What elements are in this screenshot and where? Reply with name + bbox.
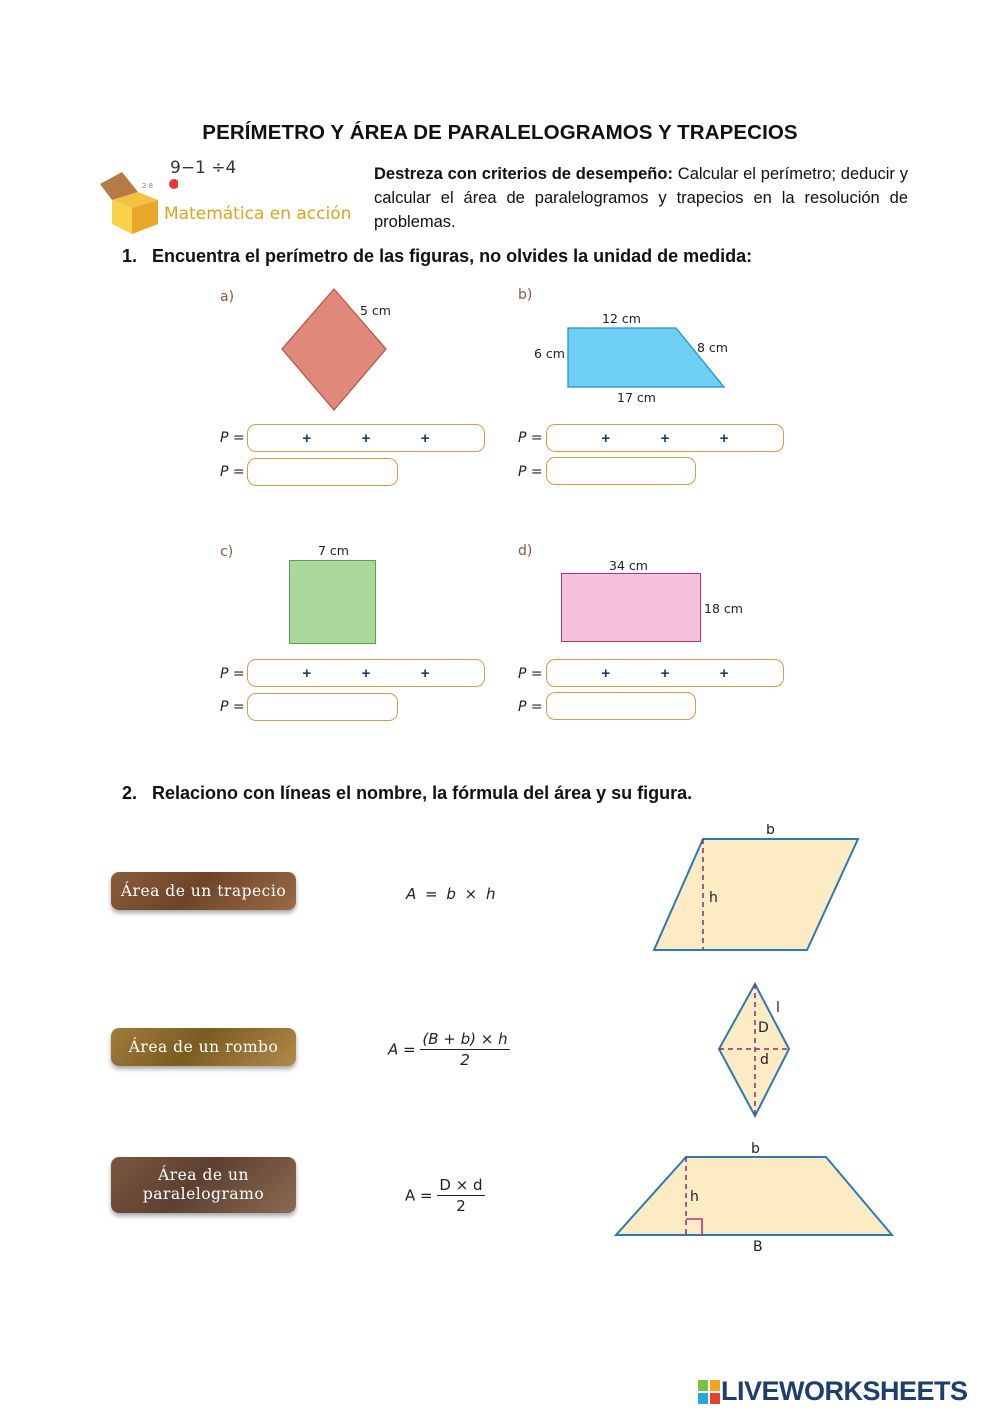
plus-sign: + <box>601 429 611 447</box>
name-rhombus-text: Área de un rombo <box>128 1037 279 1056</box>
figure-a-label: a) <box>220 289 235 305</box>
answer-b-total <box>546 457 696 485</box>
p-label-c2: P = <box>220 699 245 715</box>
page-title: PERÍMETRO Y ÁREA DE PARALELOGRAMOS Y TRAPECIOS <box>202 121 798 144</box>
answer-b-blank-3[interactable] <box>673 425 715 451</box>
figure-b-trapezoid <box>566 326 728 390</box>
answer-d-blank-3[interactable] <box>673 660 715 686</box>
plus-sign: + <box>361 664 371 682</box>
answer-c-blank-2[interactable] <box>315 660 357 686</box>
answer-c-blank-3[interactable] <box>374 660 416 686</box>
question-1-text: Encuentra el perímetro de las figuras, no olvides la unidad de medida: <box>152 246 753 266</box>
liveworksheets-logo <box>697 1376 968 1407</box>
answer-b-total-input[interactable] <box>547 458 695 484</box>
answer-a-total-input[interactable] <box>248 459 397 485</box>
plus-sign: + <box>719 429 729 447</box>
formula-rhombus-lhs: A = <box>405 1186 433 1205</box>
figure-rhombus[interactable] <box>715 980 815 1120</box>
svg-text:2 8: 2 8 <box>142 182 154 190</box>
logo <box>98 158 358 238</box>
name-parallelogram-line2: paralelogramo <box>142 1185 265 1203</box>
trapezoid-B-label: B <box>753 1239 763 1255</box>
plus-sign: + <box>660 664 670 682</box>
p-label-c1: P = <box>220 666 245 682</box>
formula-trapezoid-lhs: A = <box>388 1040 416 1059</box>
formula-trapezoid-numerator: (B + b) × h <box>422 1030 508 1048</box>
p-label-d2: P = <box>518 699 543 715</box>
figure-d-label: d) <box>518 543 533 559</box>
answer-a-blank-3[interactable] <box>374 425 416 451</box>
answer-a-total <box>247 458 398 486</box>
logo-text: Matemática en acción <box>164 204 352 224</box>
name-parallelogram-label[interactable] <box>111 1157 296 1213</box>
box-logo-icon <box>98 158 178 238</box>
parallelogram-h-label: h <box>709 890 718 906</box>
answer-c-blank-4[interactable] <box>434 660 476 686</box>
figure-parallelogram[interactable] <box>648 824 868 954</box>
rhombus-l-label: l <box>776 1000 780 1016</box>
plus-sign: + <box>601 664 611 682</box>
figure-trapezoid[interactable] <box>610 1138 900 1258</box>
figure-b-label: b) <box>518 287 533 303</box>
answer-a-blank-2[interactable] <box>315 425 357 451</box>
skill-text: Calcular el perímetro; deducir y calcular el área de paralelogramos y trapecios en la resolución de problemas. <box>374 165 908 231</box>
figure-b-top: 12 cm <box>602 311 641 326</box>
plus-sign: + <box>719 664 729 682</box>
answer-d-blank-4[interactable] <box>733 660 775 686</box>
formula-rhombus-numerator: D × d <box>439 1176 483 1194</box>
figure-c-side: 7 cm <box>318 543 349 558</box>
parallelogram-b-label: b <box>766 824 775 838</box>
logo-numbers: 9−1 ÷4 <box>170 158 237 178</box>
formula-bxh[interactable]: A = b × h <box>406 885 498 903</box>
plus-sign: + <box>660 429 670 447</box>
name-trapezoid-label[interactable] <box>111 872 296 910</box>
answer-b-blank-1[interactable] <box>555 425 597 451</box>
question-1 <box>122 246 752 267</box>
rhombus-d-label: d <box>760 1052 769 1068</box>
trapezoid-h-label: h <box>690 1189 699 1205</box>
answer-d-total <box>546 692 696 720</box>
skill-label: Destreza con criterios de desempeño: <box>374 165 673 183</box>
answer-d-total-input[interactable] <box>547 693 695 719</box>
answer-c-total <box>247 693 398 721</box>
figure-b-right: 8 cm <box>697 340 728 355</box>
plus-sign: + <box>361 429 371 447</box>
plus-sign: + <box>302 664 312 682</box>
figure-b-left: 6 cm <box>534 346 565 361</box>
plus-sign: + <box>420 664 430 682</box>
rhombus-D-label: D <box>758 1020 769 1036</box>
formula-rhombus[interactable] <box>405 1176 485 1215</box>
plus-sign: + <box>302 429 312 447</box>
p-label-a1: P = <box>220 430 245 446</box>
answer-c-sum <box>247 659 485 687</box>
plus-sign: + <box>420 429 430 447</box>
answer-b-blank-2[interactable] <box>614 425 656 451</box>
formula-rhombus-denominator: 2 <box>456 1197 466 1215</box>
name-rhombus-label[interactable] <box>111 1028 296 1066</box>
figure-c-label: c) <box>220 544 234 560</box>
formula-rhombus-fraction <box>437 1176 484 1215</box>
formula-trapezoid[interactable] <box>388 1030 510 1069</box>
formula-trapezoid-denominator: 2 <box>460 1051 470 1069</box>
liveworksheets-icon <box>697 1379 721 1405</box>
skill-paragraph <box>374 162 908 234</box>
name-trapezoid-text: Área de un trapecio <box>120 881 287 900</box>
figure-c-square <box>289 560 376 644</box>
answer-b-blank-4[interactable] <box>733 425 775 451</box>
formula-trapezoid-fraction <box>420 1030 509 1069</box>
figure-d-top: 34 cm <box>609 558 648 573</box>
answer-a-blank-4[interactable] <box>434 425 476 451</box>
p-label-a2: P = <box>220 464 245 480</box>
answer-a-blank-1[interactable] <box>256 425 298 451</box>
answer-c-blank-1[interactable] <box>256 660 298 686</box>
trapezoid-b-label: b <box>751 1141 760 1157</box>
answer-b-sum <box>546 424 784 452</box>
question-2-number: 2. <box>122 783 138 803</box>
figure-b-bottom: 17 cm <box>617 390 656 405</box>
question-2-text: Relaciono con líneas el nombre, la fórmula del área y su figura. <box>152 783 693 803</box>
name-parallelogram-line1: Área de un <box>158 1166 249 1184</box>
p-label-b2: P = <box>518 464 543 480</box>
answer-c-total-input[interactable] <box>248 694 397 720</box>
answer-d-blank-2[interactable] <box>614 660 656 686</box>
liveworksheets-text: LIVEWORKSHEETS <box>721 1376 968 1406</box>
figure-d-right: 18 cm <box>704 601 743 616</box>
question-2 <box>122 783 692 804</box>
figure-a-side: 5 cm <box>360 303 391 318</box>
answer-d-sum <box>546 659 784 687</box>
question-1-number: 1. <box>122 246 138 266</box>
answer-d-blank-1[interactable] <box>555 660 597 686</box>
p-label-b1: P = <box>518 430 543 446</box>
answer-a-sum <box>247 424 485 452</box>
figure-d-rectangle <box>561 573 701 642</box>
p-label-d1: P = <box>518 666 543 682</box>
